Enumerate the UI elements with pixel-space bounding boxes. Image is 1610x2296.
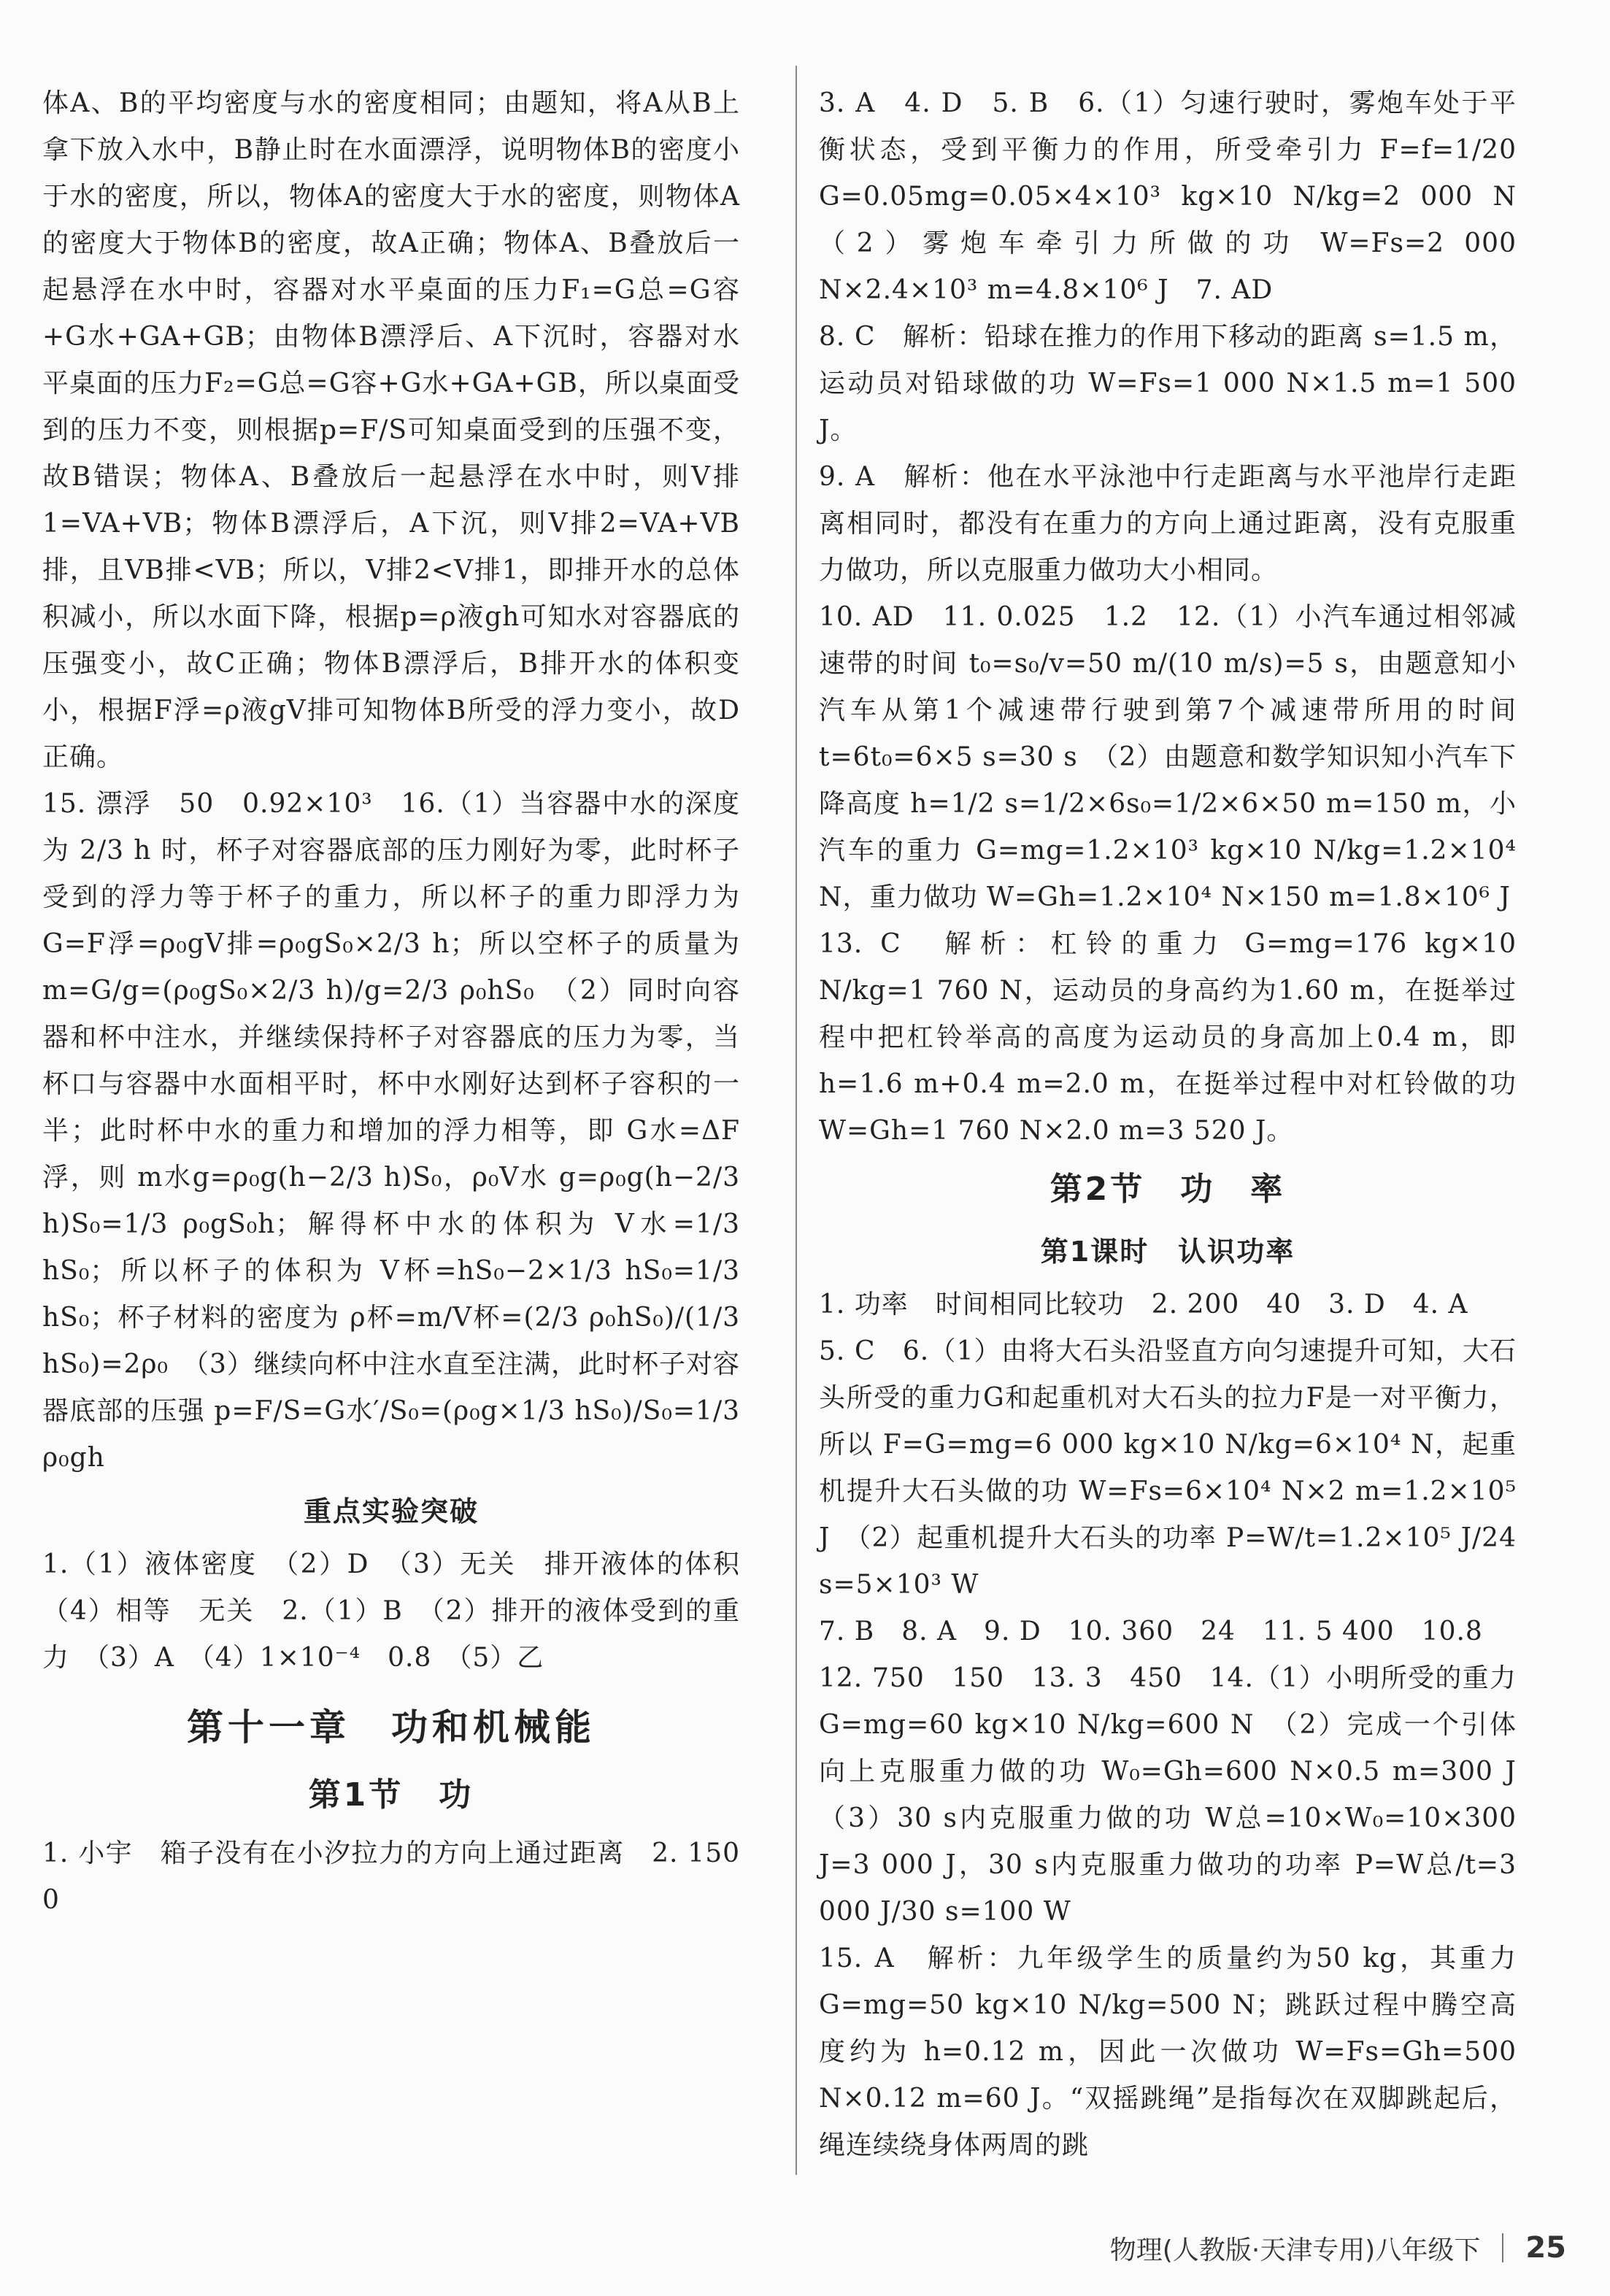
right-column xyxy=(819,80,1544,2169)
answer-paragraph: 13. C 解析：杠铃的重力 G=mg=176 kg×10 N/kg=1 760 N，运动员的身高约为1.60 m，在挺举过程中把杠铃举高的高度为运动员的身高加上0.4 m，即 h=1.6 m+0.4 m=2.0 m，在挺举过程中对杠铃做的功 W=Gh=1 760 N×2.0 m=3 520 J。 xyxy=(819,929,1517,1146)
left-column xyxy=(42,80,768,1924)
answer-paragraph: 7. B 8. A 9. D 10. 360 24 11. 5 400 10.8 xyxy=(819,1617,1483,1646)
page-number: 25 xyxy=(1525,2231,1566,2265)
answer-paragraph: 体A、B的平均密度与水的密度相同；由题知，将A从B上拿下放入水中，B静止时在水面漂浮，说明物体B的密度小于水的密度，所以，物体A的密度大于水的密度，则物体A的密度大于物体B的密度，故A正确；物体A、B叠放后一起悬浮在水中时，容器对水平桌面的压力F₁=G总=G容+G水+GA+GB；由物体B漂浮后、A下沉时，容器对水平桌面的压力F₂=G总=G容+G水+GA+GB，所以桌面受到的压力不变，则根据p=F/S可知桌面受到的压强不变，故B错误；物体A、B叠放后一起悬浮在水中时，则V排1=VA+VB；物体B漂浮后，A下沉，则V排2=VA+VB排，且VB排<VB；所以，V排2<V排1，即排开水的总体积减小，所以水面下降，根据p=ρ液gh可知水对容器底的压强变小，故C正确；物体B漂浮后，B排开水的体积变小，根据F浮=ρ液gV排可知物体B所受的浮力变小，故D正确。 xyxy=(42,88,740,772)
subsection-heading: 第1课时 认识功率 xyxy=(1040,1236,1295,1268)
subsection-heading: 重点实验突破 xyxy=(303,1495,479,1528)
answer-paragraph: 9. A 解析：他在水平泳池中行走距离与水平池岸行走距离相同时，都没有在重力的方向上通过距离，没有克服重力做功，所以克服重力做功大小相同。 xyxy=(819,462,1517,585)
answer-paragraph: 15. 漂浮 50 0.92×10³ 16.（1）当容器中水的深度为 2/3 h 时，杯子对容器底部的压力刚好为零，此时杯子受到的浮力等于杯子的重力，所以杯子的重力即浮力为 G=F浮=ρ₀gV排=ρ₀gS₀×2/3 h；所以空杯子的质量为 m=G/g=(ρ₀gS₀×2/3 h)/g=2/3 ρ₀hS₀ （2）同时向容器和杯中注水，并继续保持杯子对容器底的压力为零，当杯口与容器中水面相平时，杯中水刚好达到杯子容积的一半；此时杯中水的重力和增加的浮力相等，即 G水=ΔF浮，则 m水g=ρ₀g(h−2/3 h)S₀，ρ₀V水 g=ρ₀g(h−2/3 h)S₀=1/3 ρ₀gS₀h；解得杯中水的体积为 V水=1/3 hS₀；所以杯子的体积为 V杯=hS₀−2×1/3 hS₀=1/3 hS₀；杯子材料的密度为 ρ杯=m/V杯=(2/3 ρ₀hS₀)/(1/3 hS₀)=2ρ₀ （3）继续向杯中注水直至注满，此时杯子对容器底部的压强 p=F/S=G水′/S₀=(ρ₀g×1/3 hS₀)/S₀=1/3 ρ₀gh xyxy=(42,789,740,1473)
answer-paragraph: 15. A 解析：九年级学生的质量约为50 kg，其重力 G=mg=50 kg×10 N/kg=500 N；跳跃过程中腾空高度约为 h=0.12 m，因此一次做功 W=Fs=Gh=500 N×0.12 m=60 J。“双摇跳绳”是指每次在双脚跳起后，绳连续绕身体两周的跳 xyxy=(819,1943,1517,2160)
section-heading: 第2节 功 率 xyxy=(1049,1171,1286,1208)
answer-paragraph: 8. C 解析：铅球在推力的作用下移动的距离 s=1.5 m，运动员对铅球做的功 W=Fs=1 000 N×1.5 m=1 500 J。 xyxy=(819,322,1517,445)
answer-paragraph: 5. C 6.（1）由将大石头沿竖直方向匀速提升可知，大石头所受的重力G和起重机对大石头的拉力F是一对平衡力，所以 F=G=mg=6 000 kg×10 N/kg=6×10⁴ N，起重机提升大石头做的功 W=Fs=6×10⁴ N×2 m=1.2×10⁵ J （2）起重机提升大石头的功率 P=W/t=1.2×10⁵ J/24 s=5×10³ W xyxy=(819,1336,1517,1600)
answer-paragraph: 10. AD 11. 0.025 1.2 12.（1）小汽车通过相邻减速带的时间 t₀=s₀/v=50 m/(10 m/s)=5 s，由题意知小汽车从第1个减速带行驶到第7个减速带所用的时间 t=6t₀=6×5 s=30 s （2）由题意和数学知识知小汽车下降高度 h=1/2 s=1/2×6s₀=1/2×6×50 m=150 m，小汽车的重力 G=mg=1.2×10³ kg×10 N/kg=1.2×10⁴ N，重力做功 W=Gh=1.2×10⁴ N×150 m=1.8×10⁶ J xyxy=(819,602,1517,912)
book-title: 物理(人教版·天津专用)八年级下 xyxy=(1109,2235,1481,2265)
answer-paragraph: 12. 750 150 13. 3 450 14.（1）小明所受的重力 G=mg=60 kg×10 N/kg=600 N （2）完成一个引体向上克服重力做的功 W₀=Gh=600 N×0.5 m=300 J （3）30 s内克服重力做的功 W总=10×W₀=10×300 J=3 000 J，30 s内克服重力做功的功率 P=W总/t=3 000 J/30 s=100 W xyxy=(819,1663,1544,1927)
page-footer xyxy=(1110,2226,1566,2270)
answer-paragraph: 1.（1）液体密度 （2）D （3）无关 排开液体的体积 （4）相等 无关 2.（1）B （2）排开的液体受到的重力 （3）A （4）1×10⁻⁴ 0.8 （5）乙 xyxy=(42,1549,768,1673)
answer-paragraph: 1. 功率 时间相同比较功 2. 200 40 3. D 4. A xyxy=(819,1290,1468,1320)
section-heading: 第1节 功 xyxy=(308,1776,474,1814)
column-divider xyxy=(796,66,797,2175)
footer-separator xyxy=(1502,2233,1503,2262)
chapter-heading: 第十一章 功和机械能 xyxy=(187,1706,596,1749)
answer-paragraph: 1. 小宇 箱子没有在小汐拉力的方向上通过距离 2. 150 0 xyxy=(42,1838,768,1915)
answer-paragraph: 3. A 4. D 5. B 6.（1）匀速行驶时，雾炮车处于平衡状态，受到平衡力的作用，所受牵引力 F=f=1/20 G=0.05mg=0.05×4×10³ kg×10 N/kg=2 000 N （2）雾炮车牵引力所做的功 W=Fs=2 000 N×2.4×10³ m=4.8×10⁶ J 7. AD xyxy=(819,88,1544,305)
